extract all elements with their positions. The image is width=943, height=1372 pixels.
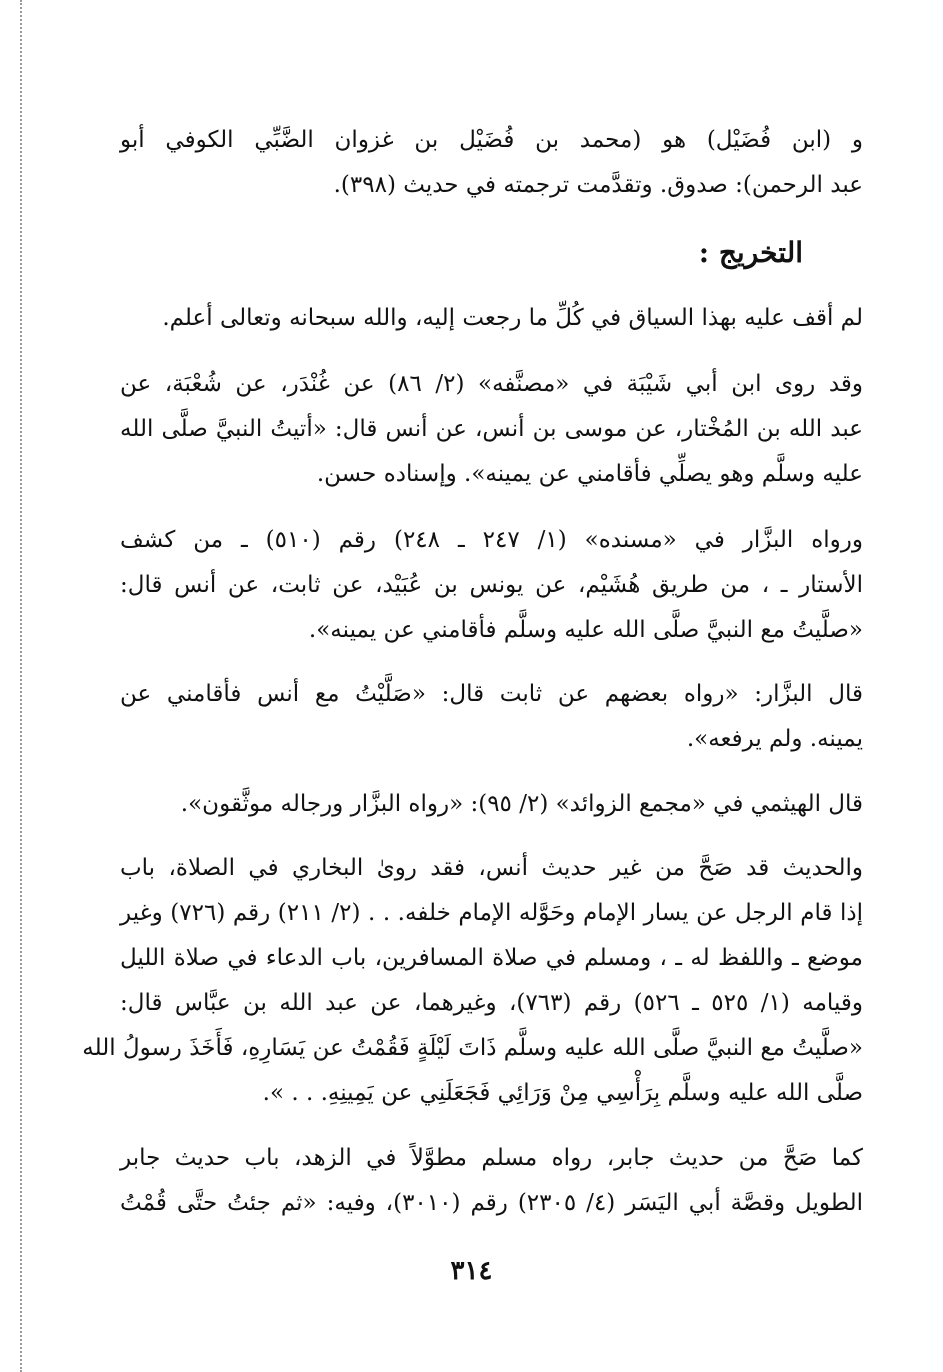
text-line: والحديث قد صَحَّ من غير حديث أنس، فقد روىٰ البخاري في الصلاة، باب bbox=[120, 855, 863, 881]
bazzar-comment-paragraph bbox=[120, 672, 863, 762]
text-line: و (ابن فُضَيْل) هو (محمد بن فُضَيْل بن غزوان الضَّبِّي الكوفي أبو bbox=[120, 127, 863, 153]
text-line: الأستار ـ ، من طريق هُشَيْم، عن يونس بن عُبَيْد، عن ثابت، عن أنس قال: bbox=[120, 572, 863, 598]
text-line: قال البزَّار: «رواه بعضهم عن ثابت قال: «صَلَّيْتُ مع أنس فأقامني عن bbox=[120, 681, 863, 707]
text-line: ورواه البزَّار في «مسنده» (١/ ٢٤٧ ـ ٢٤٨) رقم (٥١٠) ـ من كشف bbox=[120, 527, 864, 553]
text-line: «صلَّيتُ مع النبيَّ صلَّى الله عليه وسلَّم فأقامني عن يمينه». bbox=[308, 617, 863, 643]
text-line: وقيامه (١/ ٥٢٥ ـ ٥٢٦) رقم (٧٦٣)، وغيرهما، عن عبد الله بن عبَّاس قال: bbox=[120, 990, 863, 1016]
text-line: موضع ـ واللفظ له ـ ، ومسلم في صلاة المسافرين، باب الدعاء في صلاة الليل bbox=[120, 945, 863, 971]
bazzar-paragraph bbox=[120, 518, 863, 653]
text-line: كما صَحَّ من حديث جابر، رواه مسلم مطوَّلاً في الزهد، باب حديث جابر bbox=[120, 1145, 863, 1171]
text-line: «صلَّيتُ مع النبيَّ صلَّى الله عليه وسلَّم ذَاتَ لَيْلَةٍ فَقُمْتُ عن يَسَارِهِ، فَأَخَذَ رسولُ الله bbox=[82, 1035, 863, 1061]
takhrij-intro-paragraph bbox=[120, 296, 863, 341]
narrator-paragraph bbox=[120, 118, 863, 208]
text-line: وقد روى ابن أبي شَيْبَة في «مصنَّفه» (٢/ ٨٦) عن غُنْدَر، عن شُعْبَة، عن bbox=[120, 371, 863, 397]
jabir-paragraph bbox=[120, 1136, 863, 1226]
page-edge-dotted-border bbox=[20, 0, 22, 1372]
text-line: إذا قام الرجل عن يسار الإمام وحَوَّله الإمام خلفه. . . (٢/ ٢١١) رقم (٧٢٦) وغير bbox=[120, 900, 864, 926]
text-line: صلَّى الله عليه وسلَّم بِرَأْسِي مِنْ وَرَائِي فَجَعَلَنِي عن يَمِينِهِ. . . ». bbox=[262, 1080, 863, 1106]
text-line: قال الهيثمي في «مجمع الزوائد» (٢/ ٩٥): «رواه البزَّار ورجاله موثَّقون». bbox=[180, 791, 863, 817]
page-number: ٣١٤ bbox=[450, 1256, 493, 1286]
text-line: لم أقف عليه بهذا السياق في كُلِّ ما رجعت إليه، والله سبحانه وتعالى أعلم. bbox=[162, 305, 863, 331]
text-line: عبد الرحمن): صدوق. وتقدَّمت ترجمته في حديث (٣٩٨). bbox=[333, 172, 863, 198]
bukhari-muslim-paragraph bbox=[82, 846, 864, 1116]
section-heading: التخريج : bbox=[698, 236, 803, 269]
text-line: عليه وسلَّم وهو يصلِّي فأقامني عن يمينه». وإسناده حسن. bbox=[316, 461, 863, 487]
haythami-paragraph bbox=[120, 782, 863, 827]
text-line: يمينه. ولم يرفعه». bbox=[686, 726, 863, 752]
ibn-abi-shaybah-paragraph bbox=[120, 362, 863, 497]
text-line: عبد الله بن المُخْتار، عن موسى بن أنس، عن أنس قال: «أتيتُ النبيَّ صلَّى الله bbox=[120, 416, 863, 442]
text-line: الطويل وقصَّة أبي اليَسَر (٤/ ٢٣٠٥) رقم (٣٠١٠)، وفيه: «ثم جئتُ حتَّى قُمْتُ bbox=[120, 1190, 863, 1216]
